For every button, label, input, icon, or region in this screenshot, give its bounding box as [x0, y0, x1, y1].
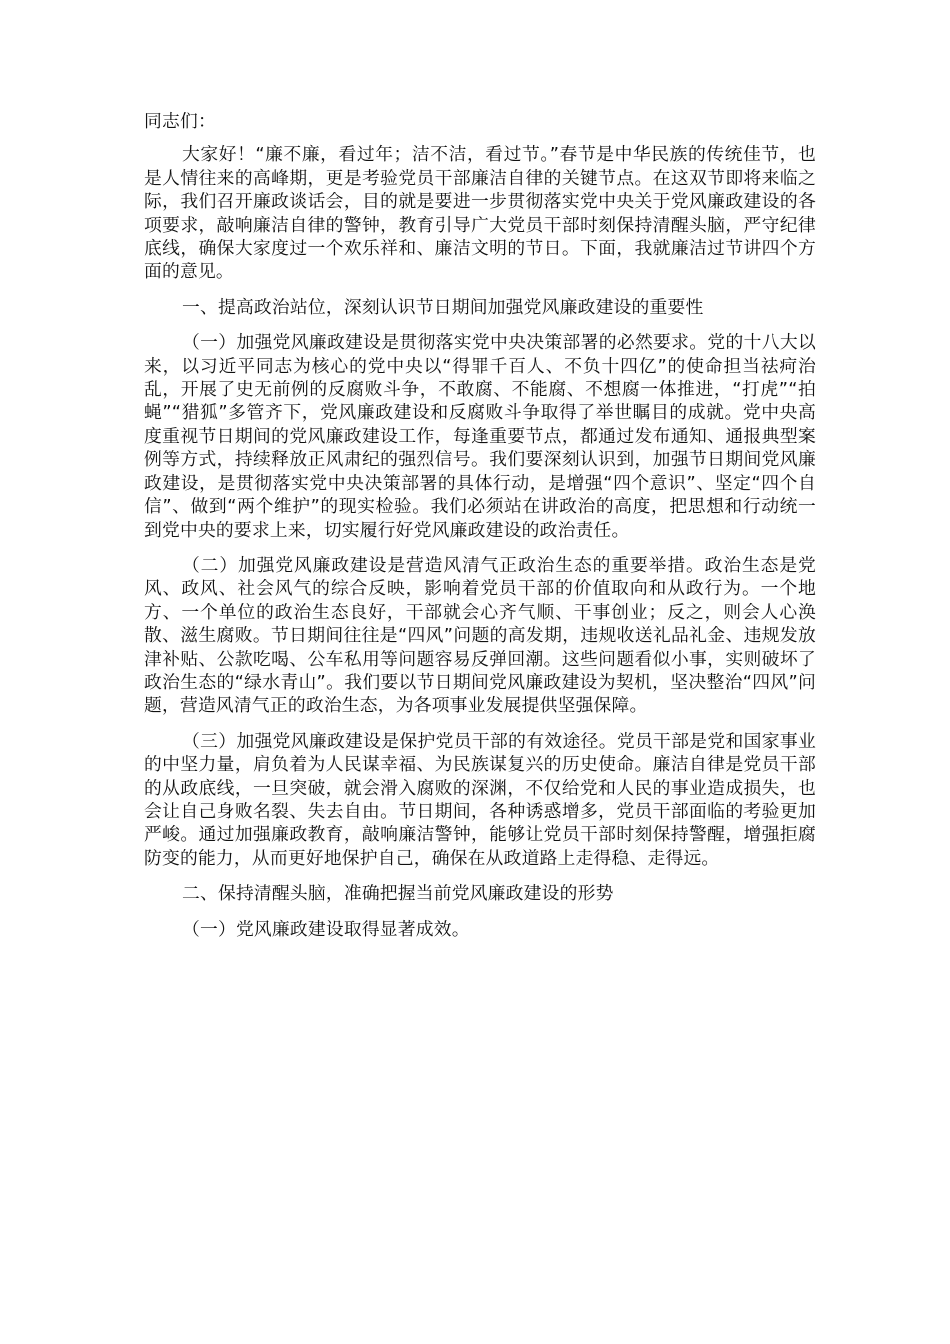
section-2-point-1: （一）党风廉政建设取得显著成效。	[182, 918, 470, 940]
document-page	[144, 110, 816, 941]
section-1-point-3: （三）加强党风廉政建设是保护党员干部的有效途径。党员干部是党和国家事业的中坚力量，肩负着为人民谋幸福、为民族谋复兴的历史使命。廉洁自律是党员干部的从政底线，一旦突破，就会滑入腐败的深渊，不仅给党和人民的事业造成损失，也会让自己身败名裂、失去自由。节日期间，各种诱惑增多，党员干部面临的考验更加严峻。通过加强廉政教育，敲响廉洁警钟，能够让党员干部时刻保持警醒，增强拒腐防变的能力，从而更好地保护自己，确保在从政道路上走得稳、走得远。	[144, 730, 816, 869]
section-heading-1: 一、提高政治站位，深刻认识节日期间加强党风廉政建设的重要性	[182, 296, 704, 318]
salutation: 同志们：	[144, 111, 216, 132]
section-heading-2: 二、保持清醒头脑，准确把握当前党风廉政建设的形势	[182, 883, 614, 905]
intro-paragraph: 大家好！“廉不廉，看过年；洁不洁，看过节。”春节是中华民族的传统佳节，也是人情往来的高峰期，更是考验党员干部廉洁自律的关键节点。在这双节即将来临之际，我们召开廉政谈话会，目的就是要进一步贯彻落实党中央关于党风廉政建设的各项要求，敲响廉洁自律的警钟，教育引导广大党员干部时刻保持清醒头脑，严守纪律底线，确保大家度过一个欢乐祥和、廉洁文明的节日。下面，我就廉洁过节讲四个方面的意见。	[144, 144, 816, 283]
section-1-point-2: （二）加强党风廉政建设是营造风清气正政治生态的重要举措。政治生态是党风、政风、社会风气的综合反映，影响着党员干部的价值取向和从政行为。一个地方、一个单位的政治生态良好，干部就会心齐气顺、干事创业；反之，则会人心涣散、滋生腐败。节日期间往往是“四风”问题的高发期，违规收送礼品礼金、违规发放津补贴、公款吃喝、公车私用等问题容易反弹回潮。这些问题看似小事，实则破坏了政治生态的“绿水青山”。我们要以节日期间党风廉政建设为契机，坚决整治“四风”问题，营造风清气正的政治生态，为各项事业发展提供坚强保障。	[144, 554, 816, 717]
section-1-point-1: （一）加强党风廉政建设是贯彻落实党中央决策部署的必然要求。党的十八大以来，以习近平同志为核心的党中央以“得罪千百人、不负十四亿”的使命担当祛疴治乱，开展了史无前例的反腐败斗争，不敢腐、不能腐、不想腐一体推进，“打虎”“拍蝇”“猎狐”多管齐下，党风廉政建设和反腐败斗争取得了举世瞩目的成就。党中央高度重视节日期间的党风廉政建设工作，每逢重要节点，都通过发布通知、通报典型案例等方式，持续释放正风肃纪的强烈信号。我们要深刻认识到，加强节日期间党风廉政建设，是贯彻落实党中央决策部署的具体行动，是增强“四个意识”、坚定“四个自信”、做到“两个维护”的现实检验。我们必须站在讲政治的高度，把思想和行动统一到党中央的要求上来，切实履行好党风廉政建设的政治责任。	[144, 332, 816, 541]
